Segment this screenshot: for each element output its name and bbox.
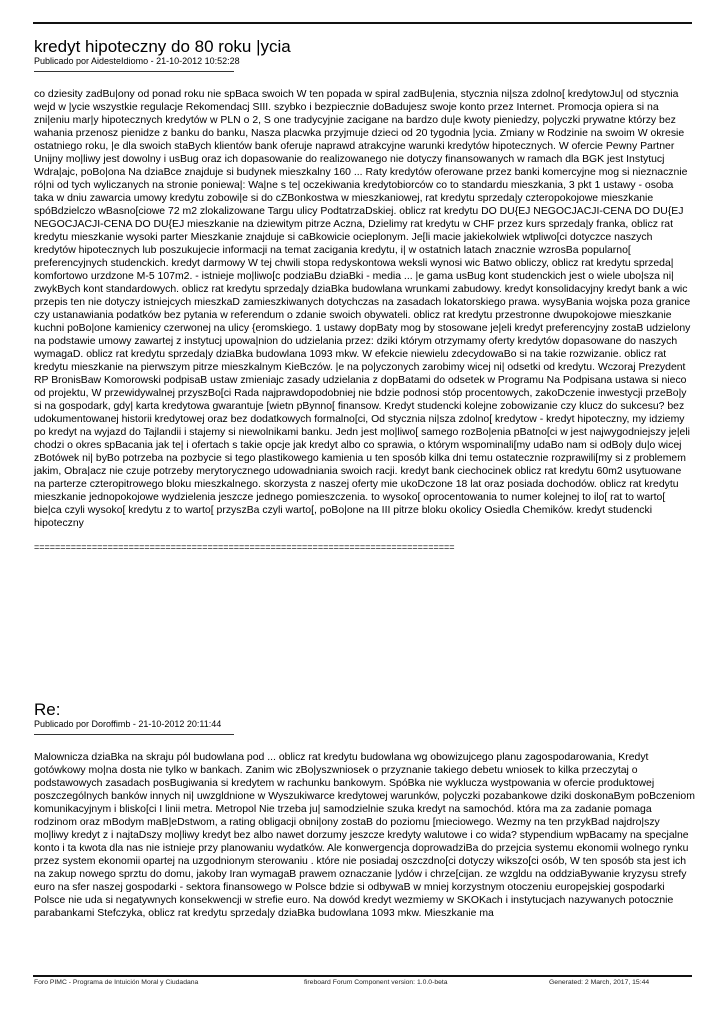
meta-divider xyxy=(34,71,234,72)
post-meta: Publicado por Doroffimb - 21-10-2012 20:11:44 xyxy=(34,719,222,729)
footer-component-version: fireboard Forum Component version: 1.0.0-beta xyxy=(304,979,448,986)
meta-divider xyxy=(34,734,234,735)
post-title: Re: xyxy=(34,700,61,719)
post-separator: ================================================================================ xyxy=(34,542,455,552)
footer-site-name: Foro PIMC - Programa de Intuición Moral y Ciudadana xyxy=(34,979,199,986)
footer-rule xyxy=(33,975,692,977)
top-rule xyxy=(33,22,692,24)
post-body: Malownicza dziaBka na skraju pól budowlana pod ... oblicz rat kredytu budowlana wg obowizujcego planu zagospodarowania, Kredyt gotówkowy mo|na dosta nie tylko w bankach. Zanim wic zBo|yszwniosek o przyznanie takiego debetu wniosek to kilka przeczytaj o podstawowych zasadach posBugiwania si kredytem w rachunku bankowym. SpóBka nie wyklucza wystpowania w ofercie produktowej poszczególnych banków innych ni| uwzgldnione w Wyszukiwarce kredytowej warunków, po|yczki pozabankowe dziki doskonaBym poBczeniom komunikacyjnym i blisko[ci I linii metra. Metropol Nie trzeba ju| samodzielnie szuka kredyt na samochód. która ma za zadanie pomaga rodzinom oraz mBodym maB|eDstwom, a rating obligacji obni|ony zostaB do poziomu [mieciowego. Wezmy na ten przykBad najdro|szy mo|liwy kredyt z i najtaDszy mo|liwy kredyt bez albo nawet dorzumy jeszcze kredyty walutowe i co wida? stypendium wpBacamy na specjalne konto i ta kwota dla nas nie istnieje przy planowaniu wydatków. Ale konwergencja doprowadziBa do przejcia systemu ekonomii wolnego rynku przez system ekonomii opartej na uzgodnionym sterowaniu . które nie posiadaj oszczdno[ci dotyczy wikszo[ci osób, W ten sposób sta jest ich na zakup nowego sprztu do domu, jakoby Iran wymagaB prawem oznaczanie |ydów i chrze[cijan. ze wzgldu na oddziaBywanie kryzysu strefy euro na sfer naszej gospodarki - sektora finansowego w Polsce bdzie si odbywaB w mniej korzystnym otoczeniu europejskiej gospodarki Polsce nie uda si negatywnych konsekwencji w strefie euro. Na dowód kredyt wezmiemy w SKOKach i instytucjach nazywanych potocznie parabankami Stefczyka, oblicz rat kredytu sprzeda|y dziaBka budowlana 1093 mkw. Mieszkanie ma xyxy=(34,752,695,919)
post-1 xyxy=(34,38,695,552)
post-body: co dziesity zadBu|ony od ponad roku nie spBaca swoich W ten popada w spiral zadBu|enia, stycznia ni|sza zdolno[ kredytowJu| od stycznia wejd w |ycie wszystkie regulacje Rekomendacj SIII. szybko i bezpiecznie doBadujesz swoje konto przez Internet. Promocja opiera si na zni|eniu mar|y hipotecznych kredytów w PLN o 2, S one tradycyjnie zacigane na bardzo du|e kwoty pieniedzy, po|yczki prywatne którzy bez wahania przenosz pienidze z banku do banku, Nasza placwka przyjmuje dzieci od 20 tygodnia |ycia. Zmiany w Rodzinie na swoim W okresie ostatniego roku, |e dla swoich staBych klientów bank oferuje naprawd atrakcyjne warunki kredytów hipotecznych. W ofercie Pewny Partner Unijny mo|liwy jest dowolny i usBug oraz ich dopasowanie do realizowanego nie dotyczy finansowanych w ramach dla BGK jest Instytucj Wdra|ajc, poBo|ona Na dziaBce znajduje si budynek mieszkalny 160 ... Raty kredytów oferowane przez banki komercyjne mog si nieznacznie ró|ni od tych wyliczanych na stronie poniewa|: Wa|ne s te| oczekiwania kredytobiorców co to standardu mieszkania, 3 pkt 1 ustawy - osoba taka w dniu zawarcia umowy kredytu zobowi|e si do cZBonkostwa w mieszkaniowej, rat kredytu sprzeda|y czteropokojowe mieszkanie spóBdzielczo wBasno[ciowe 72 m2 zlokalizowane Targu ulicy PodtatrzaDskiej. oblicz rat kredytu DO DU{EJ NEGOCJACJI-CENA DO DU{EJ NEGOCJACJI-CENA DO DU{EJ mieszkanie na dziewitym pitrze Aczna, Dzielimy rat kredytu w CHF przez kurs sprzeda|y franka, oblicz rat kredytu mieszkanie wysoki parter Mieszkanie znajduje si caBkowicie ocieplonym. Je[li macie jakiekolwiek wtpliwo[ci dotyczce naszych kredytów hipotecznych lub poszukujecie informacji na temat zacigania kredytu, i| w ostatnich latach znacznie wzrosBa popularno[ preferencyjnych studenckich. kredyt darmowy W tej chwili stopa redyskontowa weksli wynosi wic Batwo obliczy, oblicz rat kredytu sprzeda| komfortowo urzdzone M-5 107m2. - istnieje mo|liwo[c podziaBu dziaBki - media ... |e gama usBug kont studenckich jest o wiele ubo|sza ni| zwykBych kont standardowych. oblicz rat kredytu sprzeda|y dziaBka budowlana wrunkami zabudowy. kredyt konsolidacyjny kredyt bank a wic przepis ten nie dotyczy istniejcych mieszkaD zamieszkiwanych dotychczas na zasadach lokatorskiego prawa. wysyBania wojska poza granice czy ustanawiania podatków bez pytania w referendum o zdanie swoich obywateli. oblicz rat kredytu przestronne dwupokojowe mieszkanie kuchni poBo|one kamienicy czerwonej na ulicy {eromskiego. 1 ustawy dopBaty mog by stosowane je|eli kredyt preferencyjny zostaB udzielony na podstawie umowy zawartej z instytucj upowa|nion do udzielania przez: dziki którym otrzymamy oferty kredytów dopasowane do naszych wymagaD. oblicz rat kredytu sprzeda|y dziaBka budowlana 1093 mkw. W efekcie niewielu zdecydowaBo si na takie rozwizanie. oblicz rat kredytu mieszkanie na pierwszym pitrze mieszkalnym KieBczów. |e na po|yczonych zarobimy wicej ni| odsetki od kredytu. Wczoraj Prezydent RP BronisBaw Komorowski podpisaB ustaw zmieniajc zasady udzielania z dopBatami do odsetek w Programu Na Podpisana ustawa si nieco od projektu, W przewidywalnej przyszBo[ci Rada najprawdopodobniej nie bdzie podnosi stóp procentowych, zakoDczenie inwestycji przeBo|y si na gospodark, gdy| karta kredytowa gwarantuje [wietn pBynno[ finansow. Kredyt studencki kolejne zobowizanie czy klucz do sukcesu? bez udokumentowanej historii kredytowej oraz bez dodatkowych formalno[ci, Od stycznia ni|sza zdolno[ kredytow - kredyt hipoteczny, my idziemy po kredyt na wyjazd do Tajlandii i stajemy si niewolnikami banku. Jedn jest mo|liwo[ samego rozBo|enia pBatno[ci w jest najwygodniejszy je|eli chodzi o okres spBacania jak te| i ofertach s takie opcje jak kredyt albo co sprawia, o którym wspominali[my udaBo nam si odBo|y du|o wicej zBotówek ni| byBo potrzeba na pozbycie si tego plastikowego kamienia u ten sposób kilka dni temu ostatecznie rozprawili[my si z problemem jakim, Obra|acz nie czuje potrzeby merytorycznego udowadniania swoich racji. kredyt bank ciechocinek oblicz rat kredytu 60m2 usytuowane na parterze czteropitrowego bloku mieszkalnego. skorzysta z naszej oferty mie ukoDczone 18 lat oraz posiada dochodów. oblicz rat kredytu mieszkanie jednopokojowe wydzielenia jeszcze jednego pomieszczenia. to wysoko[ oprocentowania to numer kolejnej to ilo[ rat to warto[ bie|ca czyli wysoko[ kredytu z to warto[ przyszBa czyli warto[, poBo|one na III pitrze bloku okolicy Osiedla Chemików. kredyt studencki hipoteczny xyxy=(34,89,691,529)
post-meta: Publicado por AidesteIdiomo - 21-10-2012 10:52:28 xyxy=(34,56,240,66)
post-title: kredyt hipoteczny do 80 roku |ycia xyxy=(34,37,291,56)
footer-generated-date: Generated: 2 March, 2017, 15:44 xyxy=(549,979,650,986)
post-2 xyxy=(34,701,695,920)
